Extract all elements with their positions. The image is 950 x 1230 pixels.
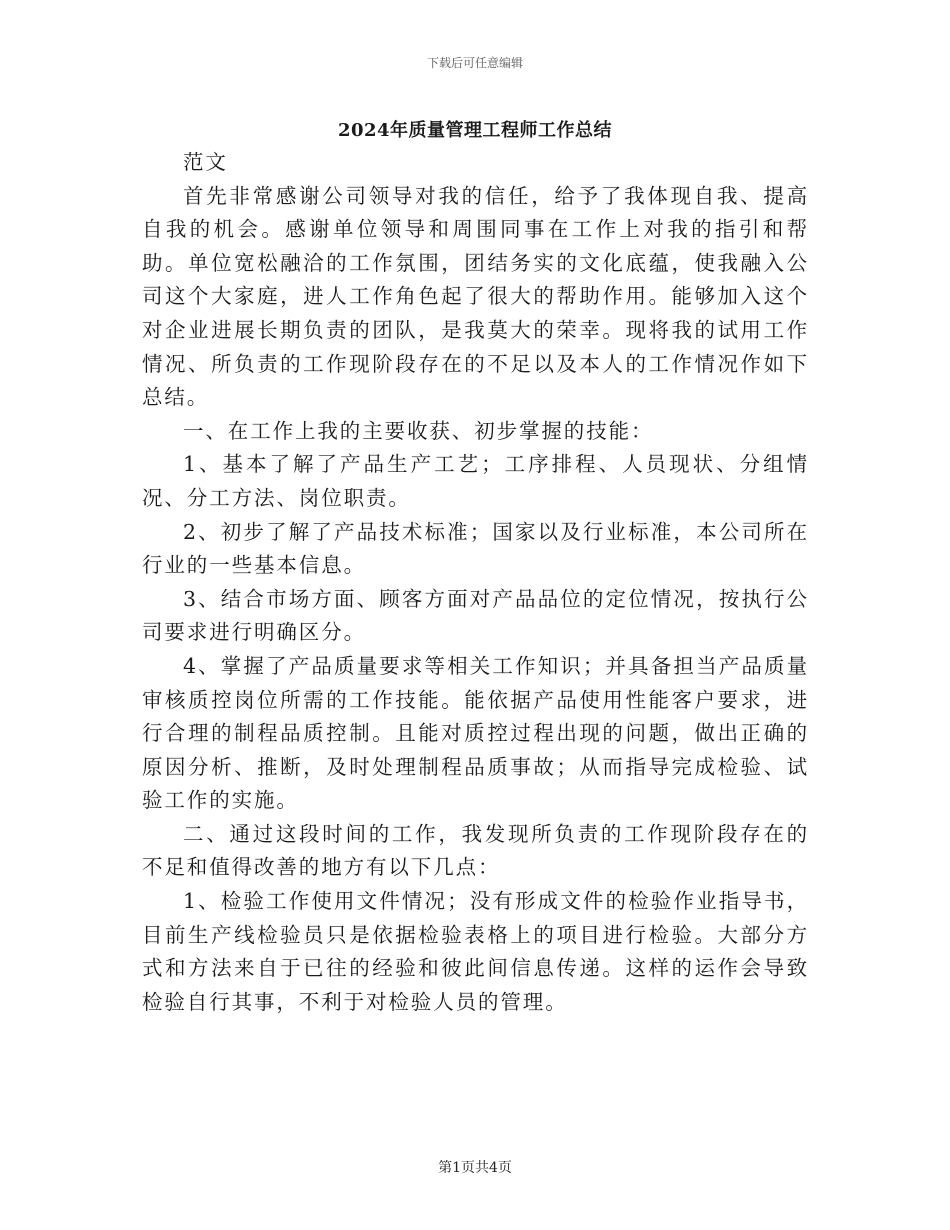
paragraph-item: 4、掌握了产品质量要求等相关工作知识；并具备担当产品质量审核质控岗位所需的工作技能。能依据产品使用性能客户要求，进行合理的制程品质控制。且能对质控过程出现的问题，做出正确的原因分析、推断，及时处理制程品质事故；从而指导完成检验、试验工作的实施。 <box>142 653 809 813</box>
paragraph-section-one-heading: 一、在工作上我的主要收获、初步掌握的技能： <box>183 418 654 443</box>
paragraph-item: 1、检验工作使用文件情况；没有形成文件的检验作业指导书，目前生产线检验员只是依据检验表格上的项目进行检验。大部分方式和方法来自于已往的经验和彼此间信息传递。这样的运作会导致检验自行其事，不利于对检验人员的管理。 <box>142 889 809 1014</box>
paragraph-section-two-heading: 二、通过这段时间的工作，我发现所负责的工作现阶段存在的不足和值得改善的地方有以下几点： <box>142 821 809 880</box>
page-header-note: 下载后可任意编辑 <box>426 56 523 70</box>
document-title: 2024年质量管理工程师工作总结 <box>337 120 613 141</box>
paragraph-intro: 首先非常感谢公司领导对我的信任，给予了我体现自我、提高自我的机会。感谢单位领导和周围同事在工作上对我的指引和帮助。单位宽松融洽的工作氛围，团结务实的文化底蕴，使我融入公司这个大家庭，进人工作角色起了很大的帮助作用。能够加入这个对企业进展长期负责的团队，是我莫大的荣幸。现将我的试用工作情况、所负责的工作现阶段存在的不足以及本人的工作情况作如下总结。 <box>142 183 809 410</box>
paragraph-item: 2、初步了解了产品技术标准；国家以及行业标准，本公司所在行业的一些基本信息。 <box>142 519 809 578</box>
document-body <box>142 146 809 1019</box>
paragraph-item: 1、基本了解了产品生产工艺；工序排程、人员现状、分组情况、分工方法、岗位职责。 <box>142 452 809 510</box>
paragraph-item: 3、结合市场方面、顾客方面对产品品位的定位情况，按执行公司要求进行明确区分。 <box>142 586 809 645</box>
page-footer-number: 第1页共4页 <box>438 1160 512 1176</box>
paragraph-label: 范文 <box>183 150 228 174</box>
